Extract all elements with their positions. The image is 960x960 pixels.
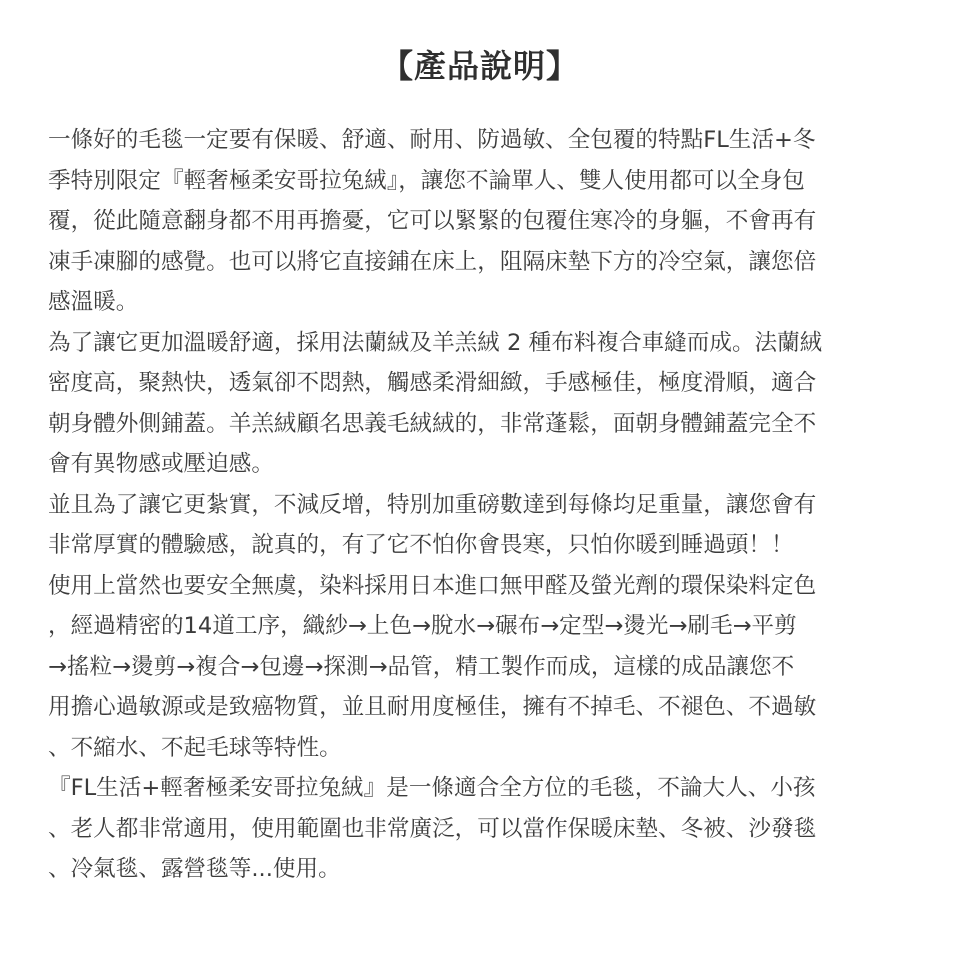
paragraph-usage — [48, 768, 912, 890]
text-line: →搖粒→燙剪→複合→包邊→探測→品管，精工製作而成，這樣的成品讓您不 — [48, 653, 795, 680]
text-line: 朝身體外側鋪蓋。羊羔絨顧名思義毛絨絨的，非常蓬鬆，面朝身體鋪蓋完全不 — [48, 410, 817, 437]
text-line: 一條好的毛毯一定要有保暖、舒適、耐用、防過敏、全包覆的特點FL生活+冬 — [48, 127, 816, 153]
page-title: 【產品說明】 — [380, 47, 579, 85]
paragraph-safety-process — [48, 566, 912, 769]
paragraph-fabric — [48, 323, 912, 485]
text-line: 、冷氣毯、露營毯等...使用。 — [48, 856, 341, 882]
paragraph-warmth-intro — [48, 120, 912, 323]
text-line: 非常厚實的體驗感，說真的，有了它不怕你會畏寒，只怕你暖到睡過頭！！ — [48, 532, 794, 558]
text-line: 會有異物感或壓迫感。 — [48, 451, 274, 477]
text-line: 為了讓它更加溫暖舒適，採用法蘭絨及羊羔絨 2 種布料複合車縫而成。法蘭絨 — [48, 329, 823, 356]
text-line: 密度高，聚熱快，透氣卻不悶熱，觸感柔滑細緻，手感極佳，極度滑順，適合 — [48, 370, 817, 396]
paragraph-weight — [48, 485, 912, 566]
text-line: 、老人都非常適用，使用範圍也非常廣泛，可以當作保暖床墊、冬被、沙發毯 — [48, 815, 817, 842]
text-line: 季特別限定『輕奢極柔安哥拉兔絨』，讓您不論單人、雙人使用都可以全身包 — [48, 167, 805, 194]
text-line: 『FL生活+輕奢極柔安哥拉兔絨』是一條適合全方位的毛毯，不論大人、小孩 — [48, 775, 816, 801]
text-line: 凍手凍腳的感覺。也可以將它直接鋪在床上，阻隔床墊下方的冷空氣，讓您倍 — [48, 248, 817, 275]
text-line: 並且為了讓它更紮實，不減反增，特別加重磅數達到每條均足重量，讓您會有 — [48, 491, 817, 518]
text-line: 用擔心過敏源或是致癌物質，並且耐用度極佳，擁有不掉毛、不褪色、不過敏 — [48, 694, 817, 720]
text-line: 感溫暖。 — [48, 289, 139, 315]
text-line: 覆，從此隨意翻身都不用再擔憂，它可以緊緊的包覆住寒冷的身軀，不會再有 — [48, 208, 817, 234]
text-line: ，經過精密的14道工序，織紗→上色→脫水→碾布→定型→燙光→刷毛→平剪 — [48, 613, 797, 639]
text-line: 、不縮水、不起毛球等特性。 — [48, 734, 342, 761]
description-body — [48, 120, 912, 890]
text-line: 使用上當然也要安全無虞，染料採用日本進口無甲醛及螢光劑的環保染料定色 — [48, 572, 817, 599]
